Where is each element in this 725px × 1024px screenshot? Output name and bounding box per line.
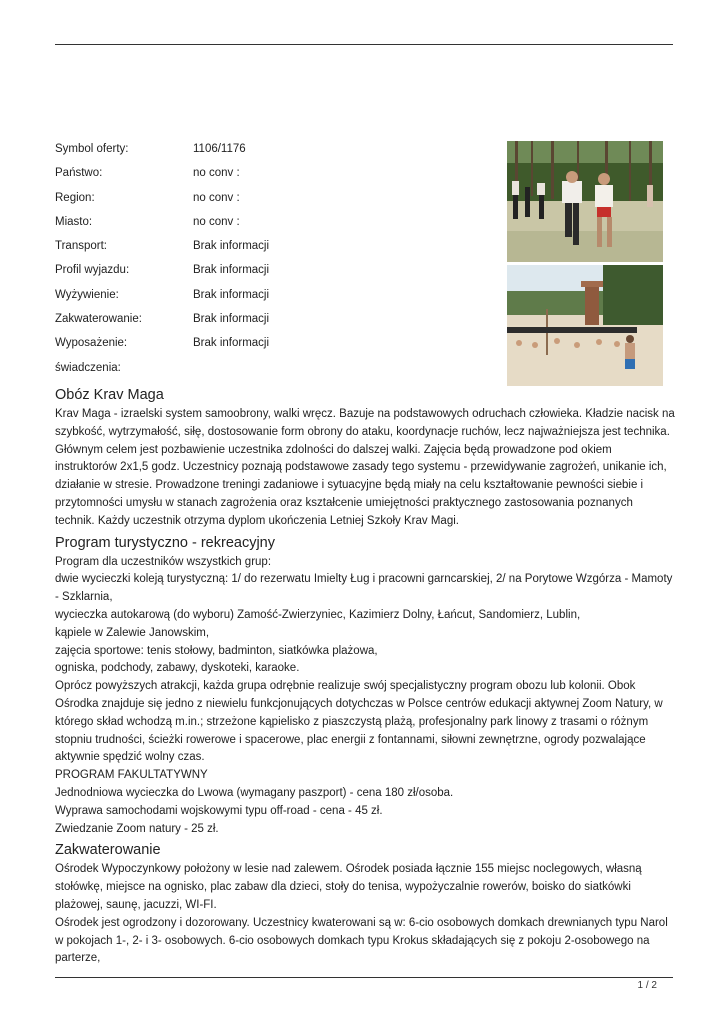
krav-maga-training-photo <box>507 141 663 262</box>
row-label: Symbol oferty: <box>55 143 129 155</box>
row-value: Brak informacji <box>193 264 270 277</box>
top-rule <box>55 44 673 45</box>
section-heading-krav-maga: Obóz Krav Maga <box>55 387 164 403</box>
paragraph: Jednodniowa wycieczka do Lwowa (wymagany paszport) - cena 180 zł/osoba. <box>55 786 454 799</box>
bottom-rule <box>55 977 673 978</box>
row-label: Zakwaterowanie: <box>55 313 142 326</box>
paragraph: Oprócz powyższych atrakcji, każda grupa odrębnie realizuje swój specjalistyczny program obozu lub kolonii. Obok Ośrodka znajduje się jedno z niewielu funkcjonujących dotychczas w Polsce centrów edukacji aktywnej Zoom Natury, w którego skład wchodzą m.in.; strzeżone kąpielisko z piaszczystą plażą, profesjonalny park linowy z trasami o różnym stopniu trudności, ścieżki rowerowe i spacerowe, plac energii z fontannami, siłowni zewnętrzne, ogrody pozwalające aktywnie spędzić wolny czas. <box>55 680 663 764</box>
paragraph: PROGRAM FAKULTATYWNY <box>55 769 208 782</box>
table-row <box>55 333 495 357</box>
paragraph: Krav Maga - izraelski system samoobrony, walki wręcz. Bazuje na podstawowych odruchach człowieka. Kładzie nacisk na szybkość, wytrzymałość, siłę, dostosowanie form obrony do ataku, koordynacje ruchów, lecz najważniejsza jest technika. Głównym celem jest pozbawienie uczestnika zdolności do dalszej walki. Zajęcia będą prowadzone pod okiem instruktorów 2x1,5 godz. Uczestnicy poznają podstawowe zasady tego systemu - przewidywanie zagrożeń, unikanie ich, działanie w stresie. Prowadzone treningi zadaniowe i sytuacyjne będą miały na celu kształtowanie pewności siebie i przytomności umysłu w stanach zagrożenia oraz kształcenie umiejętności praktycznego zastosowania poznanych technik. Każdy uczestnik otrzyma dyplom ukończenia Letniej Szkoły Krav Magi. <box>55 408 675 527</box>
row-label: Profil wyjazdu: <box>55 264 130 277</box>
paragraph: Program dla uczestników wszystkich grup: <box>55 555 272 568</box>
row-value: no conv : <box>193 191 240 204</box>
beach-volleyball-photo <box>507 265 663 386</box>
table-row <box>55 188 495 212</box>
row-value: Brak informacji <box>193 240 270 253</box>
row-label: Region: <box>55 191 95 204</box>
row-value: Brak informacji <box>193 337 270 350</box>
paragraph: dwie wycieczki koleją turystyczną: 1/ do rezerwatu Imielty Ług i pracowni garncarskiej, 2/ na Porytowe Wzgórza - Mamoty - Szklarnia, <box>55 573 673 604</box>
table-row <box>55 309 495 333</box>
table-row <box>55 163 495 187</box>
paragraph: Ośrodek jest ogrodzony i dozorowany. Uczestnicy kwaterowani są w: 6-cio osobowych domkach drewnianych typu Narol w pokojach 1-, 2- i 3- osobowych. 6-cio osobowych domkach typu Krokus składających się z pokoju 2-osobowego na parterze, <box>55 916 668 965</box>
row-value: Brak informacji <box>193 288 270 301</box>
row-label: Wyżywienie: <box>55 288 119 301</box>
table-row <box>55 285 495 309</box>
table-row <box>55 212 495 236</box>
row-label: Wyposażenie: <box>55 337 128 350</box>
section-heading-accommodation: Zakwaterowanie <box>55 842 161 859</box>
row-value: no conv : <box>193 167 240 180</box>
row-value: Brak informacji <box>193 313 270 326</box>
row-label: świadczenia: <box>55 361 121 374</box>
page-number: 1 / 2 <box>637 980 657 991</box>
table-row <box>55 358 495 382</box>
row-value: 1106/1176 <box>193 143 246 155</box>
row-value: no conv : <box>193 215 240 228</box>
table-row <box>55 139 495 163</box>
paragraph: Zwiedzanie Zoom natury - 25 zł. <box>55 822 219 835</box>
offer-description <box>55 384 675 968</box>
paragraph: wycieczka autokarową (do wyboru) Zamość-Zwierzyniec, Kazimierz Dolny, Łańcut, Sandomierz, Lublin, <box>55 608 581 621</box>
row-label: Państwo: <box>55 167 103 180</box>
row-label: Miasto: <box>55 215 93 228</box>
table-row <box>55 260 495 284</box>
paragraph: zajęcia sportowe: tenis stołowy, badminton, siatkówka plażowa, <box>55 644 378 657</box>
table-row <box>55 236 495 260</box>
offer-details-table <box>55 139 495 382</box>
paragraph: ogniska, podchody, zabawy, dyskoteki, karaoke. <box>55 662 300 675</box>
paragraph: Wyprawa samochodami wojskowymi typu off-road - cena - 45 zł. <box>55 804 383 817</box>
row-label: Transport: <box>55 240 107 253</box>
paragraph: kąpiele w Zalewie Janowskim, <box>55 626 210 639</box>
section-heading-program: Program turystyczno - rekreacyjny <box>55 534 275 551</box>
paragraph: Ośrodek Wypoczynkowy położony w lesie nad zalewem. Ośrodek posiada łącznie 155 miejsc noclegowych, własną stołówkę, miejsce na ognisko, plac zabaw dla dzieci, stoły do tenisa, wypożyczalnie rowerów, boisko do siatkówki plażowej, saunę, jacuzzi, WI-FI. <box>55 863 642 911</box>
